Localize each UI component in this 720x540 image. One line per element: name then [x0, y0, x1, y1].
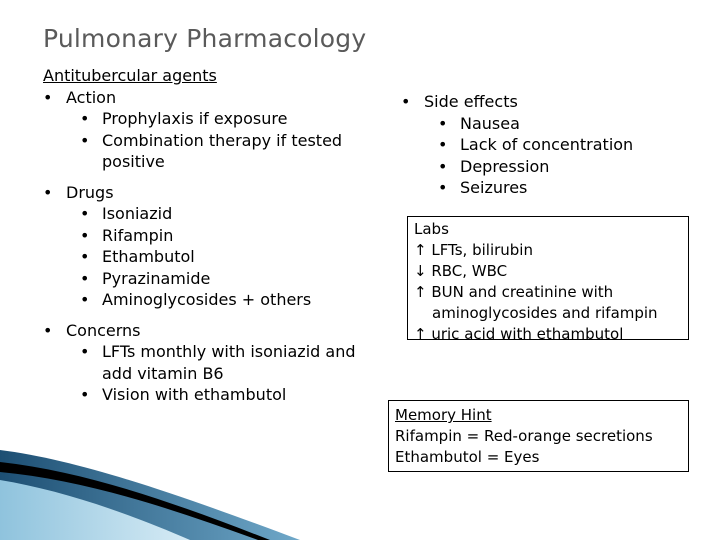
list-item: • Lack of concentration — [438, 135, 634, 154]
labs-box — [407, 216, 689, 343]
action-list — [43, 87, 383, 173]
labs-line: ↑ uric acid with ethambutol — [414, 325, 624, 343]
list-item: • Vision with ethambutol — [80, 385, 287, 404]
labs-heading: Labs — [414, 220, 449, 238]
list-item: • Rifampin — [80, 225, 174, 245]
list-item: • Nausea — [438, 113, 520, 133]
list-item: • LFTs monthly with isoniazid and add vitamin B6 — [80, 342, 356, 383]
labs-line: aminoglycosides and rifampin — [432, 304, 658, 322]
list-item: • Seizures — [438, 178, 528, 197]
list-item: • Pyrazinamide — [80, 268, 211, 288]
section-heading: Antitubercular agents — [43, 66, 217, 85]
left-column — [43, 65, 383, 406]
side-effects-list — [401, 91, 701, 199]
labs-line: ↓ RBC, WBC — [414, 262, 508, 280]
memory-hint-line: Rifampin = Red-orange secretions — [395, 427, 653, 445]
memory-hint-heading: Memory Hint — [395, 406, 492, 424]
list-item: • Depression — [438, 156, 550, 176]
bullet-side-effects: • Side effects — [401, 92, 518, 111]
list-item: • Combination therapy if tested positive — [80, 130, 343, 171]
bullet-action: • Action — [43, 87, 117, 107]
bullet-drugs: • Drugs — [43, 182, 114, 202]
concerns-list — [43, 320, 383, 406]
right-column — [401, 91, 701, 199]
page-title: Pulmonary Pharmacology — [43, 24, 367, 53]
memory-hint-line: Ethambutol = Eyes — [395, 448, 540, 466]
decorative-swoosh — [0, 450, 300, 540]
drugs-list — [43, 182, 383, 311]
list-item: • Aminoglycosides + others — [80, 290, 312, 309]
list-item: • Isoniazid — [80, 204, 173, 223]
bullet-concerns: • Concerns — [43, 320, 141, 340]
list-item: • Prophylaxis if exposure — [80, 109, 288, 128]
labs-line: ↑ LFTs, bilirubin — [414, 241, 533, 259]
labs-line: ↑ BUN and creatinine with — [414, 283, 614, 301]
memory-hint-box — [388, 400, 689, 472]
list-item: • Ethambutol — [80, 247, 195, 266]
